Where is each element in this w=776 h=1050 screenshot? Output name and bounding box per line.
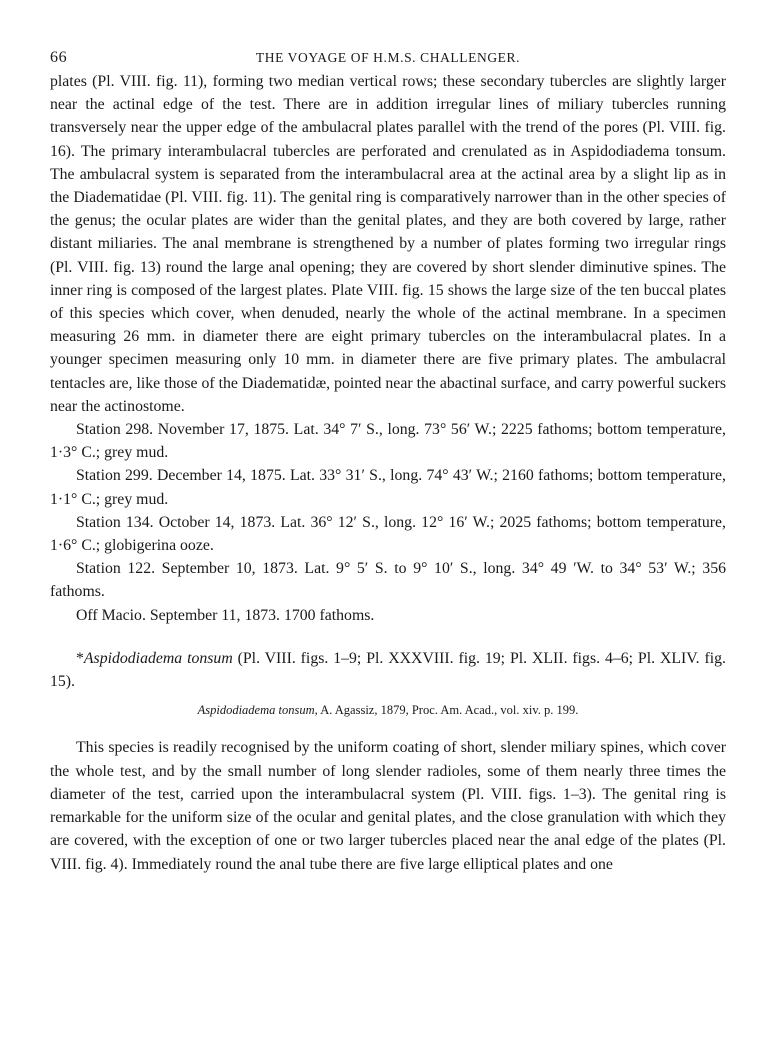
- station-entry: Station 299. December 14, 1875. Lat. 33° 31′ S., long. 74° 43′ W.; 2160 fathoms; bottom temperature, 1·1° C.; grey mud.: [50, 467, 726, 508]
- page-number: 66: [50, 49, 68, 66]
- species-description-paragraph: This species is readily recognised by the uniform coating of short, slender miliary spines, which cover the whole test, and by the small number of long slender radioles, some of them nearly three times the diameter of the test, carried upon the interambulacral system (Pl. VIII. figs. 1–3). The genital ring is remarkable for the uniform size of the ocular and genital plates, and the close granulation with which they are covered, with the exception of one or two larger tubercles placed near the anal edge of the plates (Pl. VIII. fig. 4). Immediately round the anal tube there are five large elliptical plates and one: [50, 739, 726, 873]
- book-page: [50, 44, 726, 876]
- station-entry: Station 134. October 14, 1873. Lat. 36° 12′ S., long. 12° 16′ W.; 2025 fathoms; bottom temperature, 1·6° C.; globigerina ooze.: [50, 513, 726, 555]
- body-text: [50, 70, 726, 876]
- running-head: [50, 44, 726, 70]
- species-citation: [50, 699, 726, 722]
- citation-name: Aspidodiadema tonsum,: [197, 703, 318, 718]
- station-entry: Station 298. November 17, 1875. Lat. 34° 7′ S., long. 73° 56′ W.; 2225 fathoms; bottom temperature, 1·3° C.; grey mud.: [50, 421, 726, 462]
- description-paragraph: plates (Pl. VIII. fig. 11), forming two median vertical rows; these secondary tubercles are slightly larger near the actinal edge of the test. There are in addition irregular lines of miliary tubercles running transversely near the upper edge of the ambulacral plates parallel with the trend of the pores (Pl. VIII. fig. 16). The primary interambulacral tubercles are perforated and crenulated as in Aspidodiadema tonsum. The ambulacral system is separated from the interambulacral area at the actinal area by a slight lip as in the Diadematidae (Pl. VIII. fig. 11). The genital ring is comparatively narrower than in the other species of the genus; the ocular plates are wider than the genital plates, and they are both covered by large, rather distant miliaries. The anal membrane is strengthened by a number of plates forming two irregular rings (Pl. VIII. fig. 13) round the large anal opening; they are covered by short slender diminutive spines. The inner ring is composed of the largest plates. Plate VIII. fig. 15 shows the large size of the ten buccal plates of this species which cover, when denuded, nearly the whole of the actinal membrane. In a specimen measuring 26 mm. in diameter there are eight primary tubercles on the interambulacral plates. In a younger specimen measuring only 10 mm. in diameter there are five primary plates. The ambulacral tentacles are, like those of the Diadematidæ, pointed near the abactinal surface, and carry powerful suckers near the actinostome.: [50, 73, 726, 415]
- species-plate-references: (Pl. VIII. figs. 1–9; Pl. XXXVIII. fig. 19; Pl. XLII. figs. 4–6; Pl. XLIV. fig. 15).: [50, 649, 726, 691]
- new-species-marker: *: [76, 649, 84, 667]
- species-name: Aspidodiadema tonsum: [83, 649, 233, 667]
- station-entry: Off Macio. September 11, 1873. 1700 fathoms.: [76, 606, 375, 624]
- species-heading: [50, 647, 726, 693]
- citation-reference: A. Agassiz, 1879, Proc. Am. Acad., vol. xiv. p. 199.: [320, 703, 579, 718]
- station-entry: Station 122. September 10, 1873. Lat. 9° 5′ S. to 9° 10′ S., long. 34° 49 ′W. to 34° 53′ W.; 356 fathoms.: [50, 560, 726, 601]
- running-title: THE VOYAGE OF H.M.S. CHALLENGER.: [255, 50, 521, 65]
